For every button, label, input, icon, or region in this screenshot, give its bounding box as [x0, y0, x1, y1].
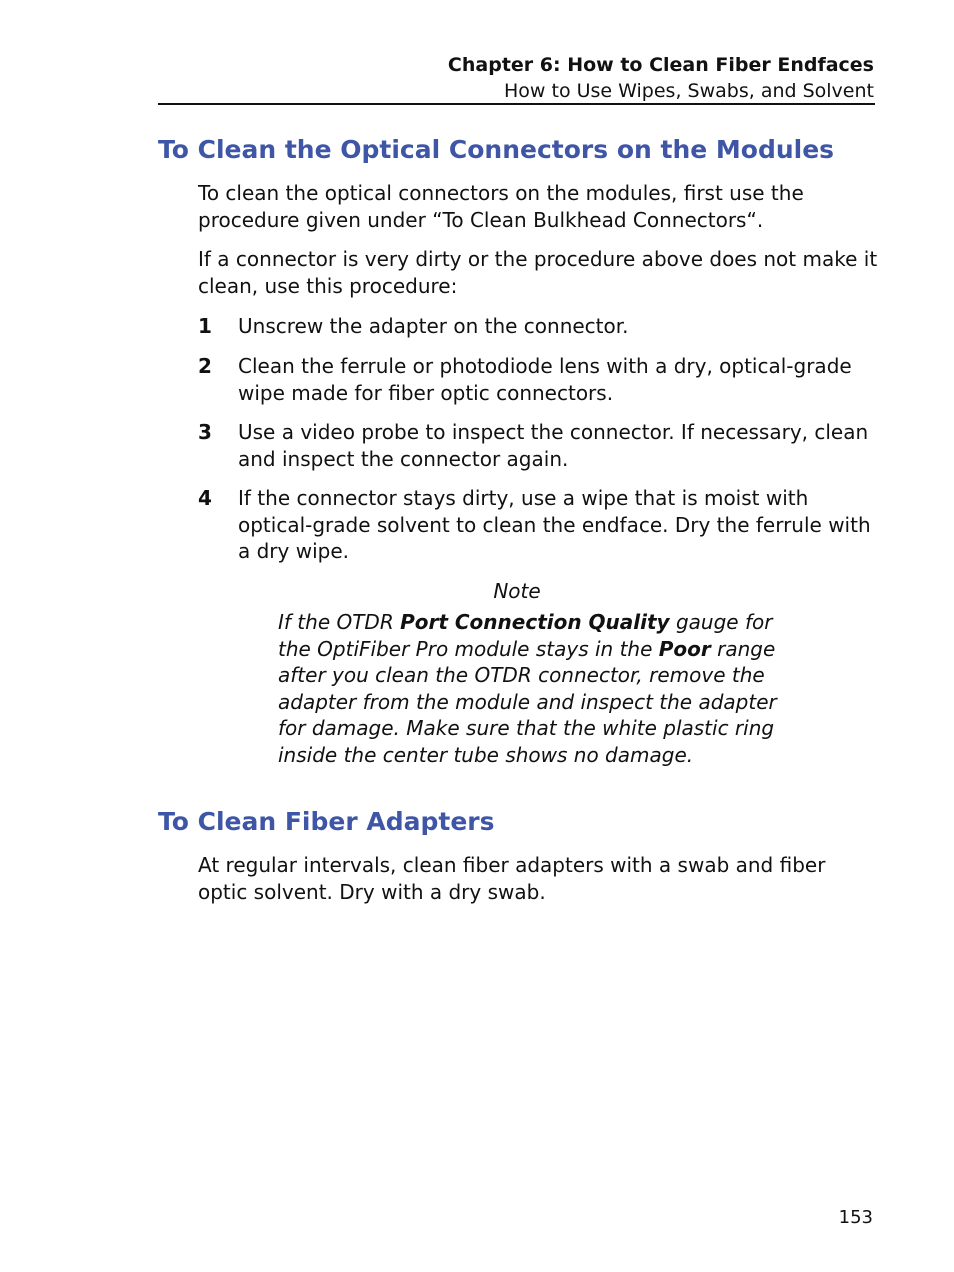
- note-body: [278, 609, 798, 768]
- step-number: 2: [198, 354, 212, 378]
- step-text: Use a video probe to inspect the connector. If necessary, clean and inspect the connector again.: [238, 420, 869, 471]
- intro-paragraph: To clean the optical connectors on the modules, first use the procedure given under “To Clean Bulkhead Connectors“.: [198, 181, 804, 232]
- step-number: 3: [198, 420, 212, 444]
- step-number: 1: [198, 314, 212, 338]
- heading-clean-fiber-adapters: To Clean Fiber Adapters: [158, 807, 495, 836]
- note-emphasis: Poor: [658, 636, 711, 661]
- heading-clean-optical-connectors: To Clean the Optical Connectors on the Modules: [158, 135, 835, 164]
- page-number: 153: [838, 1207, 873, 1228]
- adapters-paragraph: At regular intervals, clean fiber adapters with a swab and fiber optic solvent. Dry with a dry swab.: [198, 853, 826, 904]
- step-text: If the connector stays dirty, use a wipe that is moist with optical-grade solvent to clean the endface. Dry the ferrule with a dry wipe.: [238, 486, 871, 563]
- note-title: Note: [493, 579, 541, 603]
- step-number: 4: [198, 486, 212, 510]
- note-text: range after you clean the OTDR connector, remove the adapter from the module and inspect the adapter for damage. Make sure that the white plastic ring inside the center tube shows no damage.: [278, 636, 777, 767]
- section-title: How to Use Wipes, Swabs, and Solvent: [504, 80, 874, 102]
- step-text: Clean the ferrule or photodiode lens with a dry, optical-grade wipe made for fiber optic connectors.: [238, 354, 852, 405]
- note-text: If the OTDR: [278, 610, 401, 634]
- note-emphasis: Port Connection Quality: [400, 610, 670, 634]
- chapter-title: Chapter 6: How to Clean Fiber Endfaces: [447, 54, 874, 76]
- condition-paragraph: If a connector is very dirty or the procedure above does not make it clean, use this procedure:: [198, 247, 878, 298]
- header-rule: [158, 103, 875, 105]
- step-text: Unscrew the adapter on the connector.: [238, 314, 629, 338]
- running-header: [158, 52, 874, 104]
- note-text: gauge for the OptiFiber Pro module stays in the: [278, 610, 773, 661]
